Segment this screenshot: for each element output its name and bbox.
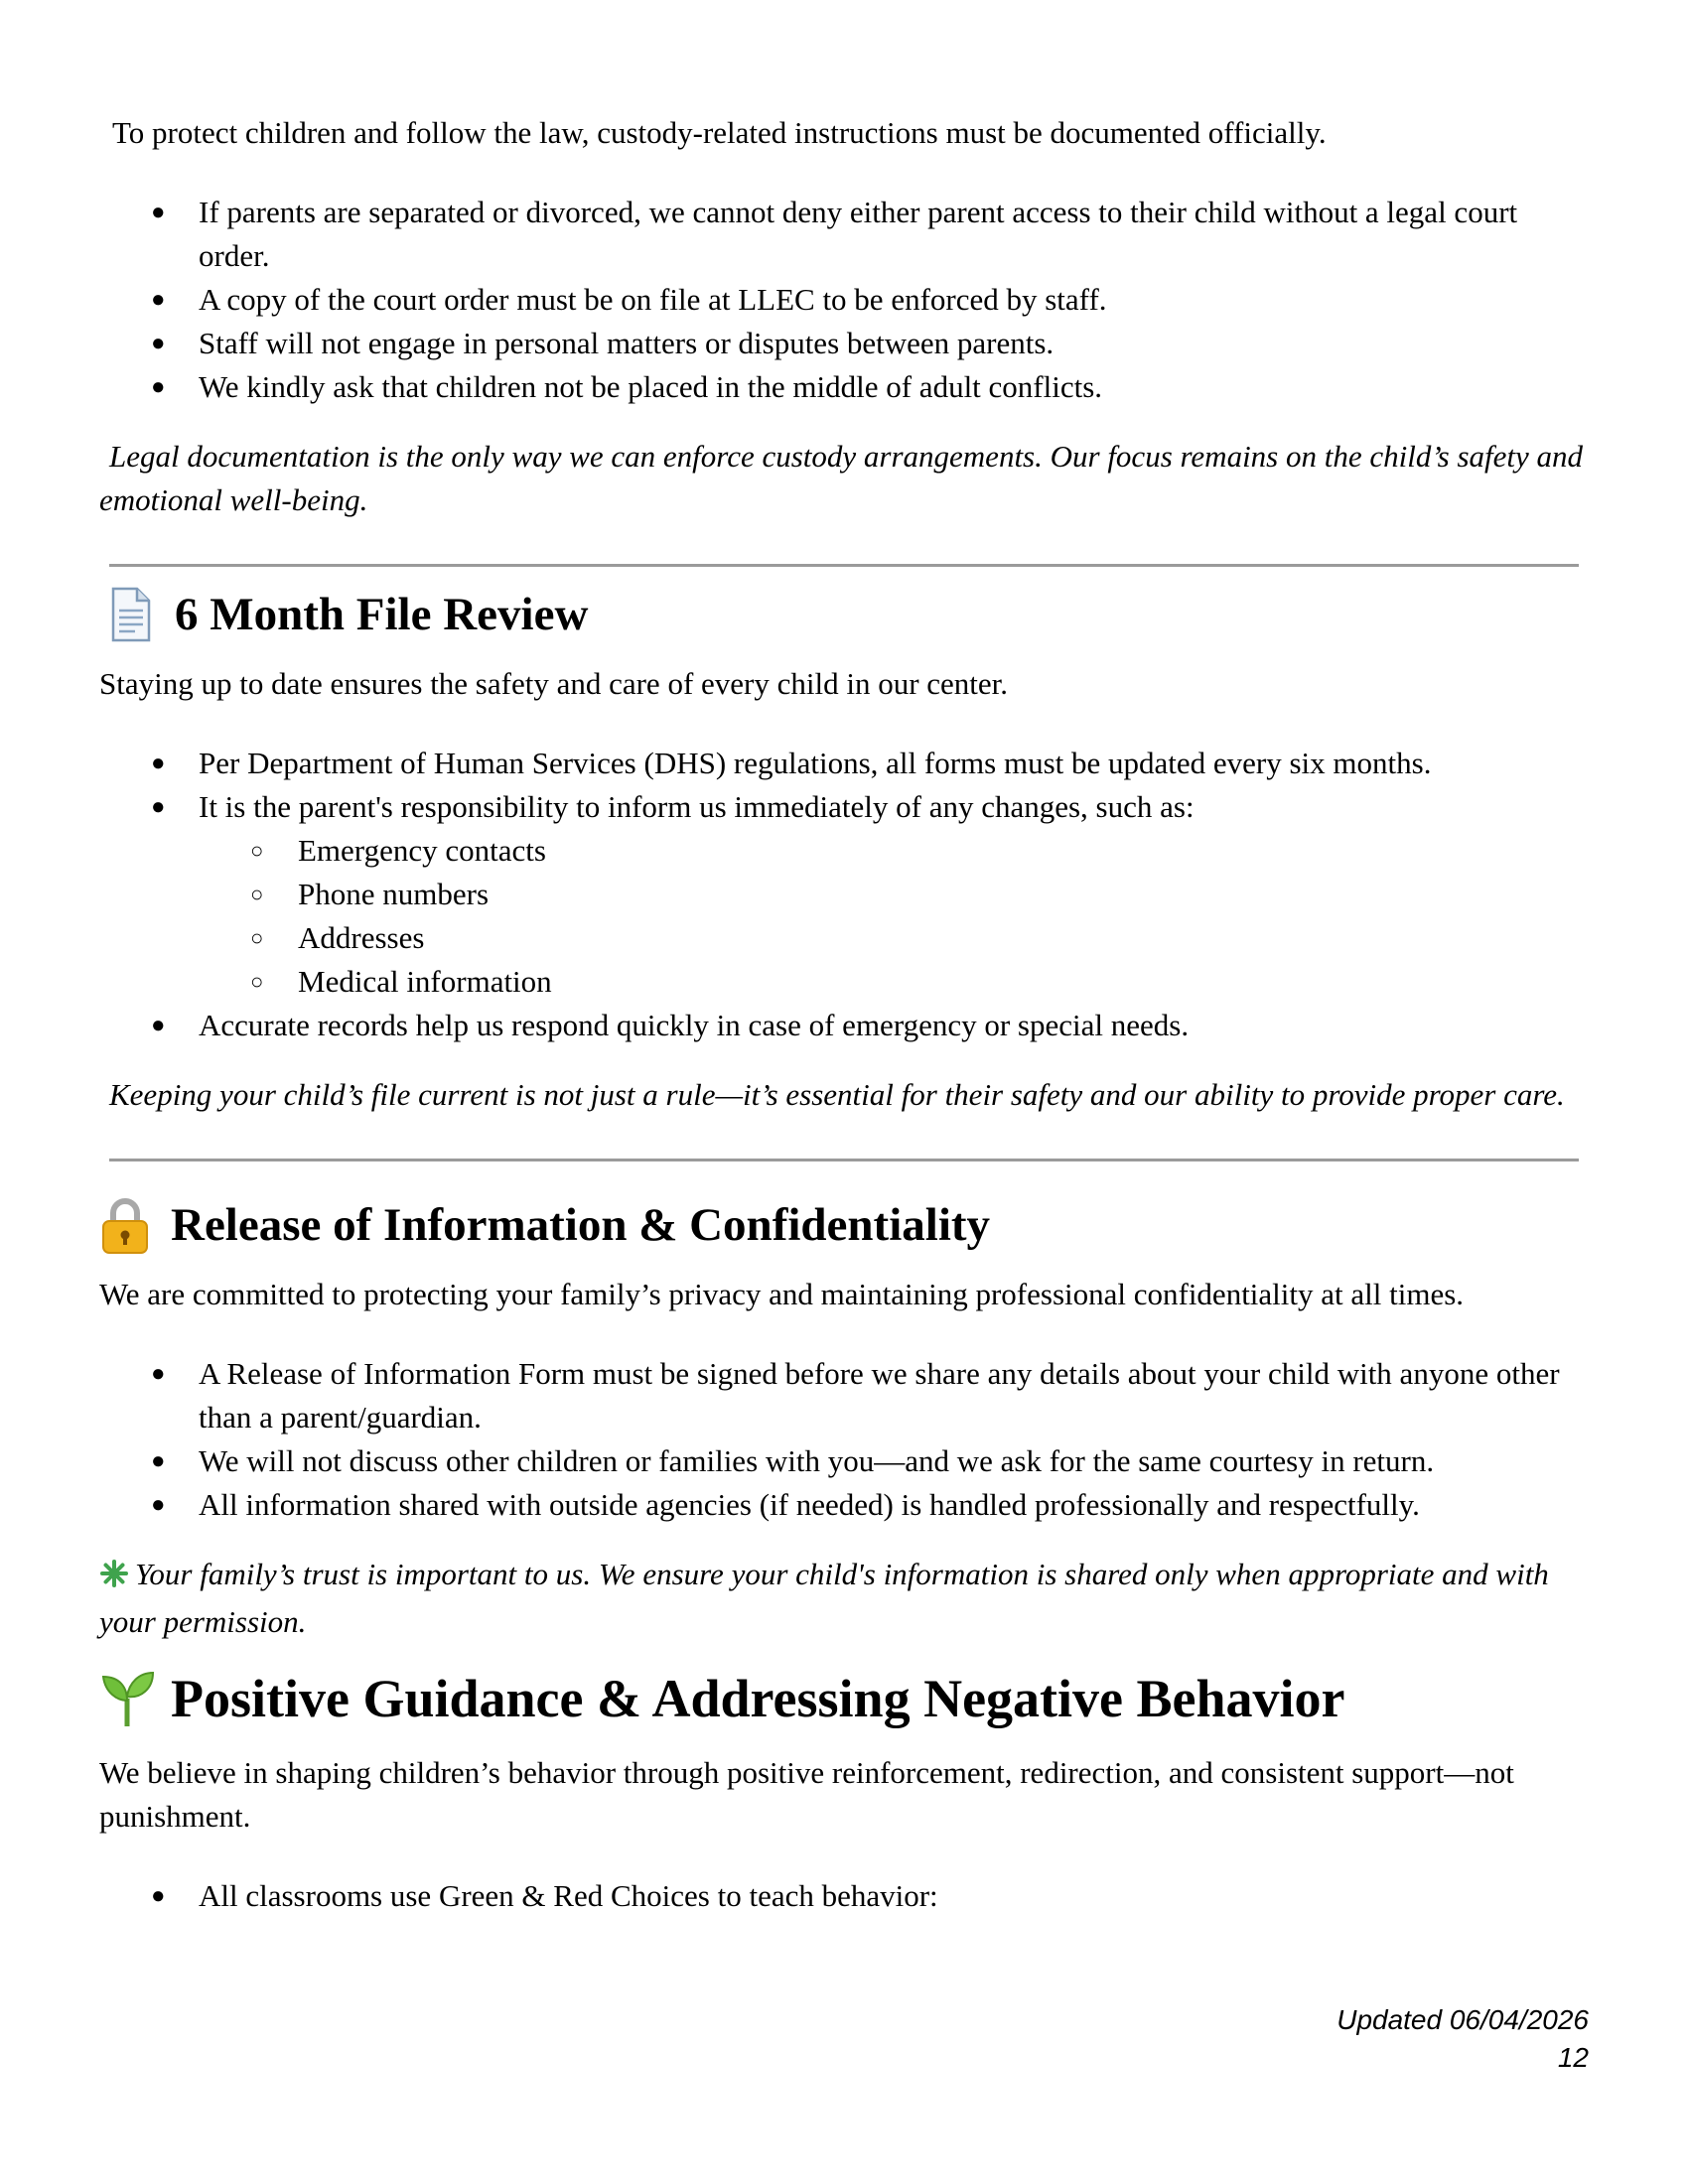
bullet-icon: ●	[151, 1492, 166, 1518]
list-item: ● It is the parent's responsibility to inform us immediately of any changes, such as:	[99, 785, 1589, 829]
sparkle-icon	[99, 1557, 135, 1600]
custody-note: Legal documentation is the only way we can enforce custody arrangements. Our focus remains on the child’s safety and emotional well-being.	[99, 439, 1584, 517]
list-item: ● We kindly ask that children not be placed in the middle of adult conflicts.	[99, 365, 1589, 409]
bullet-icon: ●	[151, 1448, 166, 1474]
page-number: 12	[1557, 2042, 1589, 2073]
list-item: ● Staff will not engage in personal matters or disputes between parents.	[99, 322, 1589, 365]
lock-icon	[99, 1195, 151, 1255]
list-item: ● All information shared with outside agencies (if needed) is handled professionally and respectfully.	[99, 1483, 1589, 1527]
bullet-icon: ●	[151, 751, 166, 776]
bullet-icon: ●	[151, 1361, 166, 1387]
bullet-icon: ●	[151, 1013, 166, 1038]
section-heading-guidance: Positive Guidance & Addressing Negative Behavior	[99, 1666, 1589, 1731]
bullet-icon: ●	[151, 374, 166, 400]
sub-list-item: ○ Emergency contacts	[99, 829, 1589, 873]
list-item: ● All classrooms use Green & Red Choices to teach behavior:	[99, 1874, 1589, 1918]
document-page	[99, 111, 1589, 1944]
document-icon	[99, 585, 159, 644]
guidance-bullets	[99, 1874, 1589, 1918]
file-review-note: Keeping your child’s file current is not just a rule—it’s essential for their safety and our ability to provide proper care.	[109, 1077, 1565, 1112]
bullet-icon: ●	[151, 1883, 166, 1909]
custody-intro: To protect children and follow the law, custody-related instructions must be documented officially.	[112, 115, 1327, 150]
sub-list-item: ○ Phone numbers	[99, 873, 1589, 916]
bullet-icon: ●	[151, 200, 166, 225]
hollow-bullet-icon: ○	[250, 882, 264, 906]
hollow-bullet-icon: ○	[250, 969, 264, 994]
page-footer	[1336, 2001, 1589, 2077]
sub-list-item: ○ Medical information	[99, 960, 1589, 1004]
updated-date: Updated 06/04/2026	[1336, 2004, 1589, 2035]
section-divider	[109, 564, 1579, 567]
list-item: ● Accurate records help us respond quickly in case of emergency or special needs.	[99, 1004, 1589, 1047]
release-bullets	[99, 1352, 1589, 1527]
list-item: ● A copy of the court order must be on file at LLEC to be enforced by staff.	[99, 278, 1589, 322]
section-heading-file-review: 6 Month File Review	[99, 585, 1589, 644]
section-heading-release: Release of Information & Confidentiality	[99, 1195, 1589, 1255]
guidance-intro: We believe in shaping children’s behavior through positive reinforcement, redirection, and consistent support—not punishment.	[99, 1755, 1514, 1834]
bullet-icon: ●	[151, 287, 166, 313]
sub-list-item: ○ Addresses	[99, 916, 1589, 960]
hollow-bullet-icon: ○	[250, 838, 264, 863]
bullet-icon: ●	[151, 794, 166, 820]
list-item: ● We will not discuss other children or families with you—and we ask for the same courtesy in return.	[99, 1439, 1589, 1483]
section-divider	[109, 1159, 1579, 1161]
list-item: ● A Release of Information Form must be signed before we share any details about your child with anyone other than a parent/guardian.	[99, 1352, 1589, 1439]
file-review-intro: Staying up to date ensures the safety and care of every child in our center.	[99, 666, 1009, 701]
seedling-icon	[99, 1669, 155, 1728]
release-note: Your family’s trust is important to us. We ensure your child's information is shared only when appropriate and with your permission.	[99, 1557, 1549, 1639]
bullet-icon: ●	[151, 331, 166, 356]
list-item: ● If parents are separated or divorced, we cannot deny either parent access to their child without a legal court order.	[99, 191, 1589, 278]
list-item: ● Per Department of Human Services (DHS) regulations, all forms must be updated every six months.	[99, 742, 1589, 785]
custody-bullets	[99, 191, 1589, 409]
hollow-bullet-icon: ○	[250, 925, 264, 950]
release-intro: We are committed to protecting your family’s privacy and maintaining professional confidentiality at all times.	[99, 1277, 1465, 1311]
file-review-bullets	[99, 742, 1589, 1047]
